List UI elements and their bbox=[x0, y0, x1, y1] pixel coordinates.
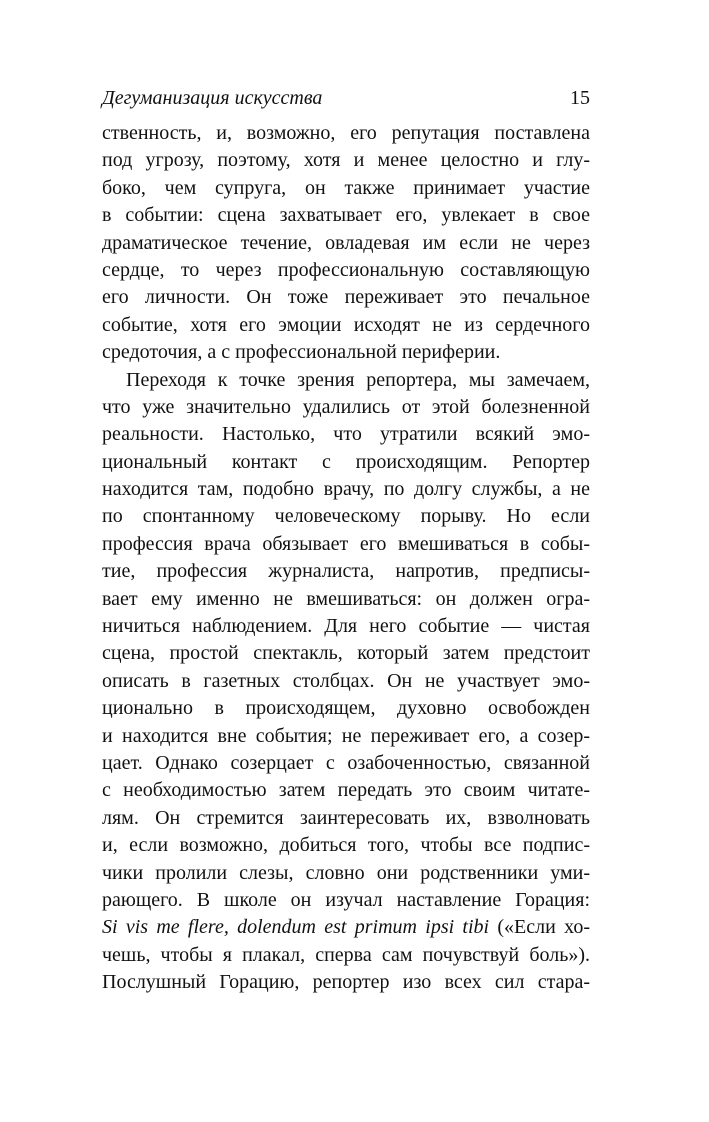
body-text bbox=[102, 120, 590, 997]
text-line: событие, хотя его эмоции исходят не из сердечного bbox=[102, 313, 590, 336]
text-line: драматическое течение, овладевая им если не через bbox=[102, 231, 590, 254]
text-line: его личности. Он тоже переживает это печальное bbox=[102, 286, 590, 309]
text-line: средоточия, а с профессиональной периферии. bbox=[102, 341, 501, 364]
text-line: Переходя к точке зрения репортера, мы замечаем, bbox=[126, 368, 590, 391]
text-line: вает ему именно не вмешиваться: он должен огра- bbox=[102, 587, 590, 610]
text-line: чешь, чтобы я плакал, сперва сам почувствуй боль»). bbox=[102, 943, 590, 966]
text-line: в событии: сцена захватывает его, увлекает в свое bbox=[102, 204, 590, 227]
text-line: находится там, подобно врачу, по долгу службы, а не bbox=[102, 478, 590, 501]
text-line: реальности. Настолько, что утратили всякий эмо- bbox=[102, 423, 590, 446]
text-line: что уже значительно удалились от этой болезненной bbox=[102, 395, 590, 418]
text-line: профессия врача обязывает его вмешиваться в собы- bbox=[102, 532, 590, 555]
text-line: цает. Однако созерцает с озабоченностью, связанной bbox=[102, 751, 590, 774]
text-line: ственность, и, возможно, его репутация поставлена bbox=[102, 122, 590, 144]
text-line: ничиться наблюдением. Для него событие — чистая bbox=[102, 615, 590, 638]
text-line: сердце, то через профессиональную составляющую bbox=[102, 258, 590, 281]
text-line: описать в газетных столбцах. Он не участвует эмо- bbox=[102, 669, 590, 692]
book-page bbox=[102, 84, 590, 997]
text-line: сцена, простой спектакль, который затем предстоит bbox=[102, 642, 590, 665]
text-line: по спонтанному человеческому порыву. Но если bbox=[102, 505, 590, 528]
text-line: и, если возможно, добиться того, чтобы все подпис- bbox=[102, 834, 590, 857]
text-line: чики пролили слезы, словно они родственники уми- bbox=[102, 861, 590, 884]
text-line: с необходимостью затем передать это своим читате- bbox=[102, 779, 590, 802]
text-line: тие, профессия журналиста, напротив, предписы- bbox=[102, 560, 590, 583]
running-head-title: Дегуманизация искусства bbox=[102, 87, 323, 109]
quote-translation-start: («Если хо- bbox=[489, 916, 590, 939]
page-number: 15 bbox=[570, 87, 590, 109]
text-line: ционально в происходящем, духовно освобожден bbox=[102, 697, 590, 720]
text-line: рающего. В школе он изучал наставление Горация: bbox=[102, 888, 590, 911]
text-line: Послушный Горацию, репортер изо всех сил стара- bbox=[102, 971, 590, 994]
text-line: циональный контакт с происходящим. Репортер bbox=[102, 450, 590, 473]
text-line: лям. Он стремится заинтересовать их, взволновать bbox=[102, 806, 590, 829]
latin-quote: Si vis me flere, dolendum est primum ipsi tibi bbox=[102, 916, 490, 939]
running-head bbox=[102, 84, 590, 120]
text-line: и находится вне события; не переживает его, а созер- bbox=[102, 724, 590, 747]
text-line: под угрозу, поэтому, хотя и менее целостно и глу- bbox=[102, 149, 590, 172]
text-line: боко, чем супруга, он также принимает участие bbox=[102, 176, 590, 199]
latin-quote-line bbox=[102, 914, 590, 941]
